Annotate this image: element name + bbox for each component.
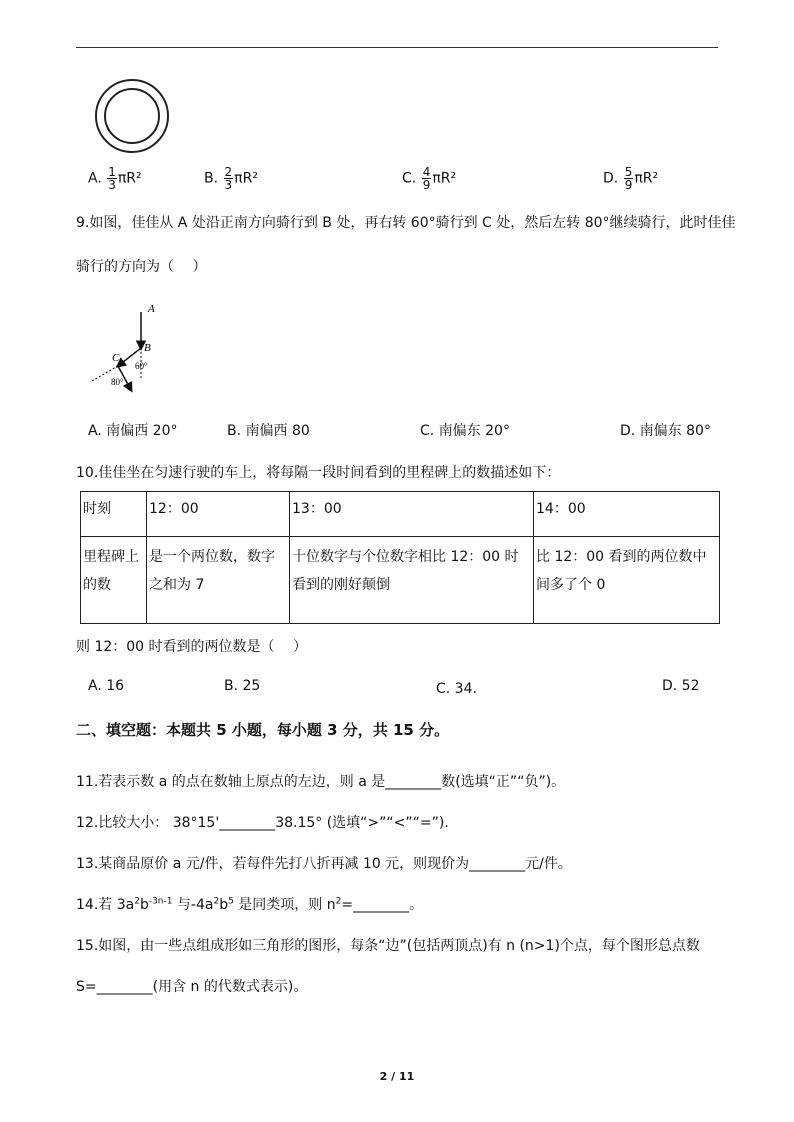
q10-ask: 则 12：00 时看到的两位数是（ ） — [76, 639, 307, 655]
label-c: C — [112, 352, 120, 364]
table-cell: 比 12：00 看到的两位数中间多了个 0 — [534, 537, 720, 624]
q10-choice-a[interactable]: A. 16 — [88, 678, 125, 694]
table-row — [81, 492, 720, 537]
section-heading: 二、填空题：本题共 5 小题，每小题 3 分，共 15 分。 — [76, 721, 450, 739]
ring-figure — [92, 76, 172, 156]
table-cell: 十位数字与个位数字相比 12：00 时看到的刚好颠倒 — [290, 537, 534, 624]
q9-text-line1: 9.如图，佳佳从 A 处沿正南方向骑行到 B 处，再右转 60°骑行到 C 处，然后左转 80°继续骑行，此时佳佳 — [76, 215, 736, 231]
label-60: 60° — [135, 361, 148, 371]
mileage-table — [80, 491, 720, 624]
q15-text-line1: 15.如图，由一些点组成形如三角形的图形，每条“边”(包括两顶点)有 n (n>1)个点，每个图形总点数 — [76, 938, 700, 954]
header-rule — [76, 47, 718, 48]
q9-choice-d[interactable]: D. 南偏东 80° — [620, 423, 711, 439]
q9-choice-b[interactable]: B. 南偏西 80 — [227, 423, 310, 439]
table-cell: 是一个两位数，数字之和为 7 — [147, 537, 290, 624]
q8-choice-c[interactable]: C. $\frac{4}{9}$ πR² — [402, 165, 457, 192]
table-header-cell: 13：00 — [290, 492, 534, 537]
label-b: B — [144, 342, 151, 354]
q10-choice-b[interactable]: B. 25 — [224, 678, 261, 694]
q11-text: 11.若表示数 a 的点在数轴上原点的左边，则 a 是________数(选填“正”“负”)。 — [76, 774, 566, 790]
table-row — [81, 537, 720, 624]
q8-choice-a[interactable]: A. $\frac{1}{3}$ πR² — [88, 165, 142, 192]
fraction: $\frac{1}{3}$ — [108, 165, 116, 192]
fraction: $\frac{5}{9}$ — [624, 165, 633, 192]
q10-choice-c[interactable]: C. 34． — [436, 681, 487, 697]
q15-text-line2: S=________(用含 n 的代数式表示)。 — [76, 979, 308, 995]
label-a: A — [148, 303, 155, 315]
table-header-cell: 时刻 — [81, 492, 147, 537]
fraction: $\frac{4}{9}$ — [422, 165, 431, 192]
q8-choice-b[interactable]: B. $\frac{2}{3}$ πR² — [204, 165, 258, 192]
table-row-label: 里程碑上的数 — [81, 537, 147, 624]
q14-text: 14.若 $3a^2b^{-3n-1}$ 与$-4a^2b^5$ 是同类项，则 $n^2=\_\_\_\_\_\_\_\_$。 — [76, 896, 424, 913]
page-number: 2 / 11 — [379, 1070, 415, 1083]
q12-text: 12.比较大小： 38°15'________38.15° (选填“>”“<”“=”). — [76, 815, 449, 831]
q8-choice-d[interactable]: D. $\frac{5}{9}$ πR² — [603, 165, 659, 192]
q9-text-line2: 骑行的方向为（ ） — [76, 259, 207, 275]
q13-text: 13.某商品原价 a 元/件，若每件先打八折再减 10 元，则现价为________元/件。 — [76, 856, 572, 872]
q10-choice-d[interactable]: D. 52 — [662, 678, 700, 694]
fraction: $\frac{2}{3}$ — [224, 165, 233, 192]
q10-text: 10.佳佳坐在匀速行驶的车上，将每隔一段时间看到的里程碑上的数描述如下： — [76, 465, 561, 481]
table-header-cell: 12：00 — [147, 492, 290, 537]
q9-choice-a[interactable]: A. 南偏西 20° — [88, 423, 178, 439]
direction-figure — [84, 298, 174, 403]
label-80: 80° — [111, 377, 124, 387]
q9-choice-c[interactable]: C. 南偏东 20° — [420, 423, 510, 439]
table-header-cell: 14：00 — [534, 492, 720, 537]
